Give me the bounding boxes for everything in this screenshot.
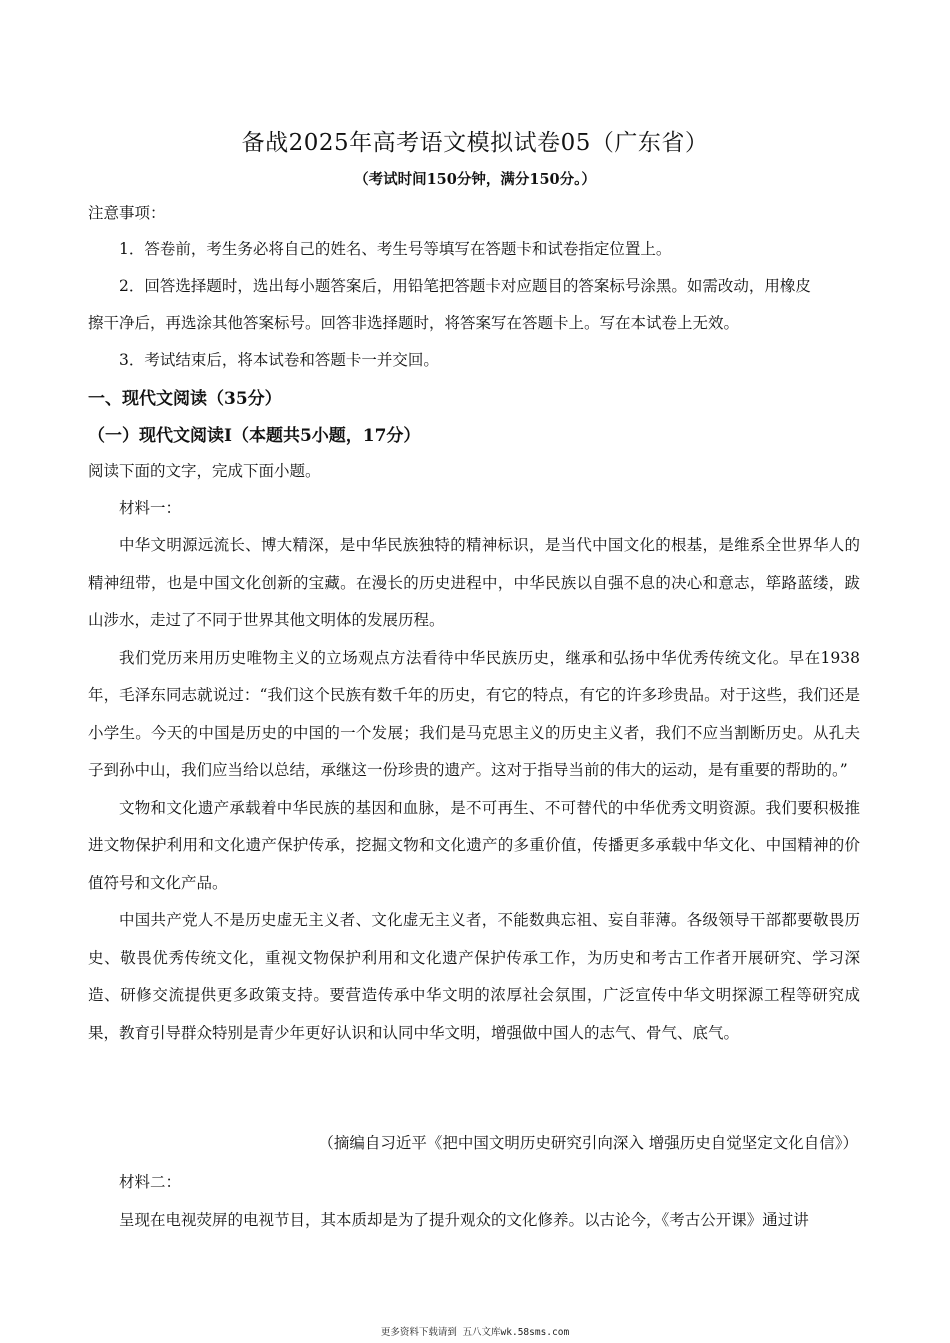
material-1-body — [88, 527, 860, 1052]
subsection-heading: （一）现代文阅读Ⅰ（本题共5小题，17分） — [88, 426, 421, 446]
exam-subtitle: （考试时间150分钟，满分150分。） — [354, 171, 596, 188]
paragraph: 文物和文化遗产承载着中华民族的基因和血脉，是不可再生、不可替代的中华优秀文明资源。我们要积极推进文物保护利用和文化遗产保护传承，挖掘文物和文化遗产的多重价值，传播更多承载中华文化、中国精神的价值符号和文化产品。 — [88, 798, 860, 892]
source-citation: （摘编自习近平《把中国文明历史研究引向深入 增强历史自觉坚定文化自信》） — [318, 1134, 858, 1152]
note-2-line-1: 2．回答选择题时，选出每小题答案后，用铅笔把答题卡对应题目的答案标号涂黑。如需改动，用橡皮 — [119, 277, 811, 295]
note-3: 3．考试结束后，将本试卷和答题卡一并交回。 — [119, 351, 439, 369]
notes-heading: 注意事项： — [88, 204, 166, 222]
paragraph: 中华文明源远流长、博大精深，是中华民族独特的精神标识，是当代中国文化的根基，是维系全世界华人的精神纽带，也是中国文化创新的宝藏。在漫长的历史进程中，中华民族以自强不息的决心和意志，筚路蓝缕，跋山涉水，走过了不同于世界其他文明体的发展历程。 — [88, 536, 860, 629]
paragraph: 中国共产党人不是历史虚无主义者、文化虚无主义者，不能数典忘祖、妄自菲薄。各级领导干部都要敬畏历史、敬畏优秀传统文化，重视文物保护利用和文化遗产保护传承工作，为历史和考古工作者开展研究、学习深造、研修交流提供更多政策支持。要营造传承中华文明的浓厚社会氛围，广泛宣传中华文明探源工程等研究成果，教育引导群众特别是青少年更好认识和认同中华文明，增强做中国人的志气、骨气、底气。 — [88, 911, 860, 1042]
section-heading: 一、现代文阅读（35分） — [88, 389, 282, 409]
reading-instruction: 阅读下面的文字，完成下面小题。 — [88, 462, 321, 480]
footer-download-note: 更多资料下载请到 五八文库wk.58sms.com — [380, 1327, 570, 1338]
material-1-label: 材料一： — [119, 499, 182, 517]
material-2-label: 材料二： — [119, 1173, 182, 1191]
note-1: 1．答卷前，考生务必将自己的姓名、考生号等填写在答题卡和试卷指定位置上。 — [119, 240, 672, 258]
material-2-first-line: 呈现在电视荧屏的电视节目，其本质却是为了提升观众的文化修养。以古论今，《考古公开课》通过讲 — [119, 1211, 809, 1229]
exam-title: 备战2025年高考语文模拟试卷05（广东省） — [241, 130, 709, 156]
note-2-line-2: 擦干净后，再选涂其他答案标号。回答非选择题时，将答案写在答题卡上。写在本试卷上无效。 — [88, 314, 740, 332]
paragraph: 我们党历来用历史唯物主义的立场观点方法看待中华民族历史，继承和弘扬中华优秀传统文化。早在1938年，毛泽东同志就说过：“我们这个民族有数千年的历史，有它的特点，有它的许多珍贵品。对于这些，我们还是小学生。今天的中国是历史的中国的一个发展；我们是马克思主义的历史主义者，我们不应当割断历史。从孔夫子到孙中山，我们应当给以总结，承继这一份珍贵的遗产。这对于指导当前的伟大的运动，是有重要的帮助的。” — [88, 648, 860, 779]
